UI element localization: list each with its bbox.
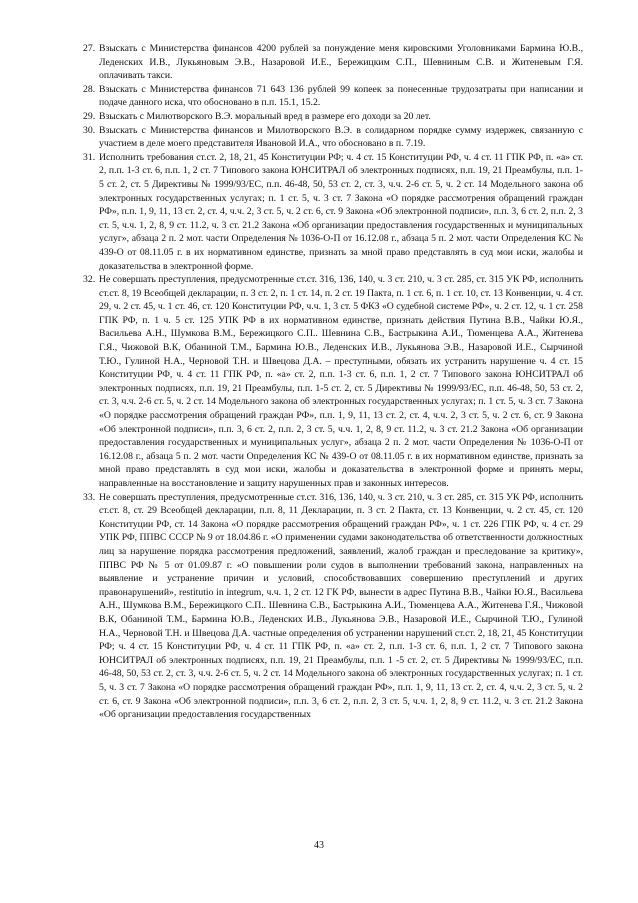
list-item — [83, 491, 583, 722]
list-item — [83, 110, 583, 124]
list-item — [83, 124, 583, 151]
list-item-number: 29. — [83, 110, 96, 122]
list-item-text: Взыскать с Министерства финансов и Милотворского В.Э. в солидарном порядке сумму издержек, связанную с участием в деле моего представителя Ивановой И.А., что обосновано в п. 7.19. — [99, 124, 583, 150]
list-item — [83, 42, 583, 83]
document-body — [83, 42, 583, 722]
list-item-number: 33. — [83, 491, 96, 503]
list-item-number: 28. — [83, 83, 96, 95]
list-item-number: 32. — [83, 274, 96, 286]
list-item-number: 31. — [83, 151, 96, 163]
list-item — [83, 83, 583, 110]
list-item — [83, 151, 583, 273]
list-item — [83, 273, 583, 491]
list-item-number: 27. — [83, 43, 96, 54]
page-number: 43 — [314, 840, 324, 851]
list-item-number: 30. — [83, 124, 96, 136]
list-item-text: Не совершать преступления, предусмотренные ст.ст. 316, 136, 140, ч. 3 ст. 210, ч. 3 ст. 285, ст. 315 УК РФ, исполнить ст.ст. 8, ст. 29 Всеобщей декларации, п.п. 8, 11 Декларации, п. 3 ст. 2 Пакта, ст. 13 Конвенции, ч. 2 ст. 45, ст. 120 Конституции РФ, ст. 14 Закона «О порядке рассмотрения обращений граждан РФ», ч. 1 ст. 226 ГПК РФ, ч. 4 ст. 29 УПК РФ, ППВС СССР № 9 от 18.04.86 г. «О применении судами законодательства об ответственности должностных лиц за нарушение порядка рассмотрения предложений, заявлений, жалоб граждан и преследование за критику», ППВС РФ № 5 от 01.09.87 г. «О повышении роли судов в выполнении требований закона, направленных на выявление и устранение причин и условий, способствовавших совершению преступлений и других правонарушений», restitutio in integrum, ч.ч. 1, 2 ст. 12 ГК РФ, вынести в адрес Путина В.В., Чайки Ю.Я., Васильева А.Н., Шумкова В.М., Бережицкого С.П.. Шевнина С.В., Бастрыкина А.И., Тюменцева А.А., Житенева Г.Я., Чижовой В.К, Обаниной Т.М., Бармина Ю.В., Леденских И.В., Лукьянова Э.В., Назаровой И.Е., Сырчиной Т.Ю., Гулиной Н.А., Черновой Т.Н. и Швецова Д.А. частные определения об устранении нарушений ст.ст. 2, 18, 21, 45 Конституции РФ; ч. 4 ст. 15 Конституции РФ, ч. 4 ст. 11 ГПК РФ, п. «а» ст. 2, п.п. 1-3 ст. 6, п.п. 1, 2 ст. 7 Типового закона ЮНСИТРАЛ об электронных подписях, п.п. 19, 21 Преамбулы, п.п. 1 -5 ст. 2, ст. 5 Директивы № 1999/93/ЕС, п.п. 46-48, 50, 53 ст. 2, ст. 3, ч.ч. 2-6 ст. 5, ч. 2 ст. 14 Модельного закона об электронных государственных услугах; п. 1 ст. 5, ч. 3 ст. 7 Закона «О порядке рассмотрения обращений граждан РФ», п.п. 1, 9, 11, 13 ст. 2, ст. 4, ч.ч. 2, 3 ст. 5, ч. 2 ст. 6, ст. 9 Закона «Об электронной подписи», п.п. 3, 6 ст. 2, п.п. 2, 3 ст. 5, ч.ч. 1, 2, 8, 9 ст. 11.2, ч. 3 ст. 21.2 Закона «Об организации предоставления государственных — [99, 491, 583, 721]
list-item-text: Исполнить требования ст.ст. 2, 18, 21, 45 Конституции РФ; ч. 4 ст. 15 Конституции РФ, ч. 4 ст. 11 ГПК РФ, п. «а» ст. 2, п.п. 1-3 ст. 6, п.п. 1, 2 ст. 7 Типового закона ЮНСИТРАЛ об электронных подписях, п.п. 19, 21 Преамбулы, п.п. 1-5 ст. 2, ст. 5 Директивы № 1999/93/ЕС, п.п. 46-48, 50, 53 ст. 2, ст. 3, ч.ч. 2-6 ст. 5, ч. 2 ст. 14 Модельного закона об электронных государственных услугах; п. 1 ст. 5, ч. 3 ст. 7 Закона «О порядке рассмотрения обращений граждан РФ», п.п. 1, 9, 11, 13 ст. 2, ст. 4, ч.ч. 2, 3 ст. 5, ч. 2 ст. 6, ст. 9 Закона «Об электронной подписи», п.п. 3, 6 ст. 2, п.п. 2, 3 ст. 5, ч.ч. 1, 2, 8, 9 ст. 11.2, ч. 3 ст. 21.2 Закона «Об организации предоставления государственных и муниципальных услуг», абзаца 2 п. 2 мот. части Определения № 1036-О-П от 16.12.08 г., абзаца 5 п. 2 мот. части Определения КС № 439-О от 08.11.05 г. в их нормативном единстве, признать за мной право представлять в суд мои иски, жалобы и доказательства в электронной форме. — [99, 151, 583, 272]
list-item-text: Взыскать с Министерства финансов 4200 рублей за понуждение меня кировскими Уголовниками Бармина Ю.В., Леденских И.В., Лукьяновым Э.В., Назаровой И.Е., Бережицким С.П., Шевниным С.В. и Житеневым Г.Я. оплачивать такси. — [99, 43, 583, 82]
list-item-text: Взыскать с Милютворского В.Э. моральный вред в размере его доходи за 20 лет. — [99, 110, 431, 122]
list-item-text: Не совершать преступления, предусмотренные ст.ст. 316, 136, 140, ч. 3 ст. 210, ч. 3 ст. 285, ст. 315 УК РФ, исполнить ст.ст. 8, 19 Всеобщей декларации, п. 3 ст. 2, п. 1 ст. 14, п. 2 ст. 19 Пакта, п. 1 ст. 6, п. 1 ст. 10, ст. 13 Конвенции, ч. 4 ст. 29, ч. 2 ст. 45, ч. 1 ст. 46, ст. 120 Конституции РФ, ч.ч. 1, 3 ст. 5 ФКЗ «О судебной системе РФ», ч. 2 ст. 12, ч. 1 ст. 258 ГПК РФ, п. 1 ч. 5 ст. 125 УПК РФ в их нормативном единстве, признать действия Путина В.В., Чайки Ю.Я., Васильева А.Н., Шумкова В.М., Бережицкого С.П.. Шевнина С.В., Бастрыкина А.И., Тюменцева А.А., Житенева Г.Я., Чижовой В.К, Обаниной Т.М., Бармина Ю.В., Леденских И.В., Лукьянова Э.В., Назаровой И.Е., Сырчиной Т.Ю., Гулиной Н.А., Черновой Т.Н. и Швецова Д.А. – преступными, обязать их устранить нарушение ч. 4 ст. 15 Конституции РФ, ч. 4 ст. 11 ГПК РФ, п. «а» ст. 2, п.п. 1-3 ст. 6, п.п. 1, 2 ст. 7 Типового закона ЮНСИТРАЛ об электронных подписях, п.п. 19, 21 Преамбулы, п.п. 1-5 ст. 2, ст. 5 Директивы № 1999/93/ЕС, п.п. 46-48, 50, 53 ст. 2, ст. 3, ч.ч. 2-6 ст. 5, ч. 2 ст. 14 Модельного закона об электронных государственных услугах; п. 1 ст. 5, ч. 3 ст. 7 Закона «О порядке рассмотрения обращений граждан РФ», п.п. 1, 9, 11, 13 ст. 2, ст. 4, ч.ч. 2, 3 ст. 5, ч. 2 ст. 6, ст. 9 Закона «Об электронной подписи», п.п. 3, 6 ст. 2, п.п. 2, 3 ст. 5, ч.ч. 1, 2, 8, 9 ст. 11.2, ч. 3 ст. 21.2 Закона «Об организации предоставления государственных и муниципальных услуг», абзаца 2 п. 2 мот. части Определения № 1036-О-П от 16.12.08 г., абзаца 5 п. 2 мот. части Определения КС № 439-О от 08.11.05 г. в их нормативном единстве, признать за мной право представлять в суд мои иски, жалобы и доказательства в электронной форме и принять меры, направленные на восстановление и защиту нарушенных прав и законных интересов. — [99, 274, 583, 489]
list-item-text: Взыскать с Министерства финансов 71 643 136 рублей 99 копеек за понесенные трудозатраты при написании и подаче данного иска, что обосновано в п.п. 15.1, 15.2. — [99, 83, 583, 109]
